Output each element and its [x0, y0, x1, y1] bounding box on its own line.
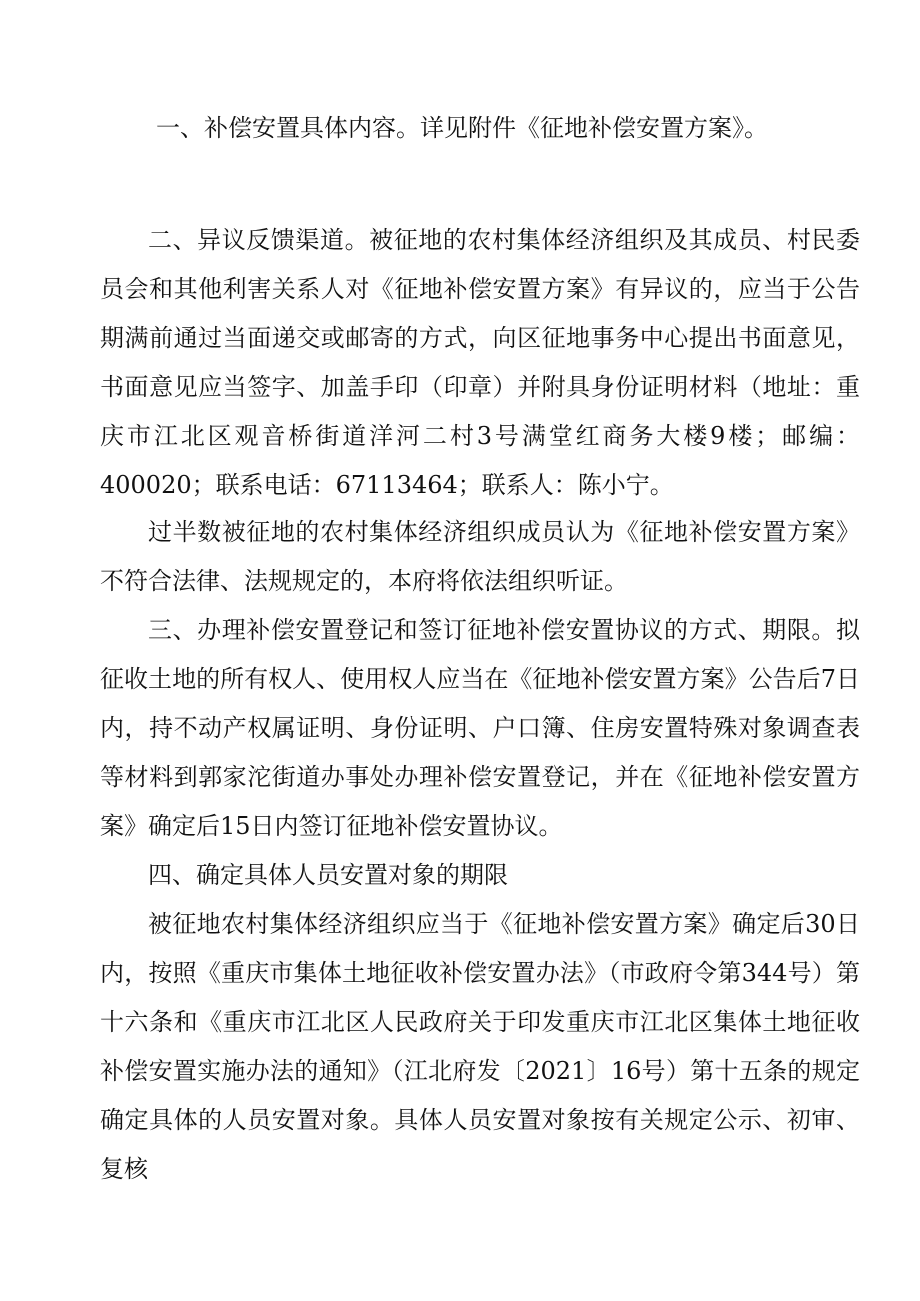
paragraph-compensation-content: 一、补偿安置具体内容。详见附件《征地补偿安置方案》。 [156, 114, 768, 142]
paragraph-objection-channel: 二、异议反馈渠道。被征地的农村集体经济组织及其成员、村民委员会和其他利害关系人对《征地补偿安置方案》有异议的，应当于公告期满前通过当面递交或邮寄的方式，向区征地事务中心提出书面意见，书面意见应当签字、加盖手印（印章）并附具身份证明材料（地址：重庆市江北区观音桥街道洋河二村3号满堂红商务大楼9楼；邮编：400020；联系电话：67113464；联系人：陈小宁。 [100, 226, 860, 499]
paragraph-resettlement-targets: 被征地农村集体经济组织应当于《征地补偿安置方案》确定后30日内，按照《重庆市集体土地征收补偿安置办法》（市政府令第344号）第十六条和《重庆市江北区人民政府关于印发重庆市江北区集体土地征收补偿安置实施办法的通知》（江北府发〔2021〕16号）第十五条的规定确定具体的人员安置对象。具体人员安置对象按有关规定公示、初审、复核 [100, 910, 860, 1183]
paragraph-registration-agreement: 三、办理补偿安置登记和签订征地补偿安置协议的方式、期限。拟征收土地的所有权人、使用权人应当在《征地补偿安置方案》公告后7日内，持不动产权属证明、身份证明、户口簿、住房安置特殊对象调查表等材料到郭家沱街道办事处办理补偿安置登记，并在《征地补偿安置方案》确定后15日内签订征地补偿安置协议。 [100, 616, 860, 840]
paragraph-hearing: 过半数被征地的农村集体经济组织成员认为《征地补偿安置方案》不符合法律、法规规定的，本府将依法组织听证。 [100, 518, 860, 595]
paragraph-heading-resettlement-deadline: 四、确定具体人员安置对象的期限 [148, 861, 508, 889]
